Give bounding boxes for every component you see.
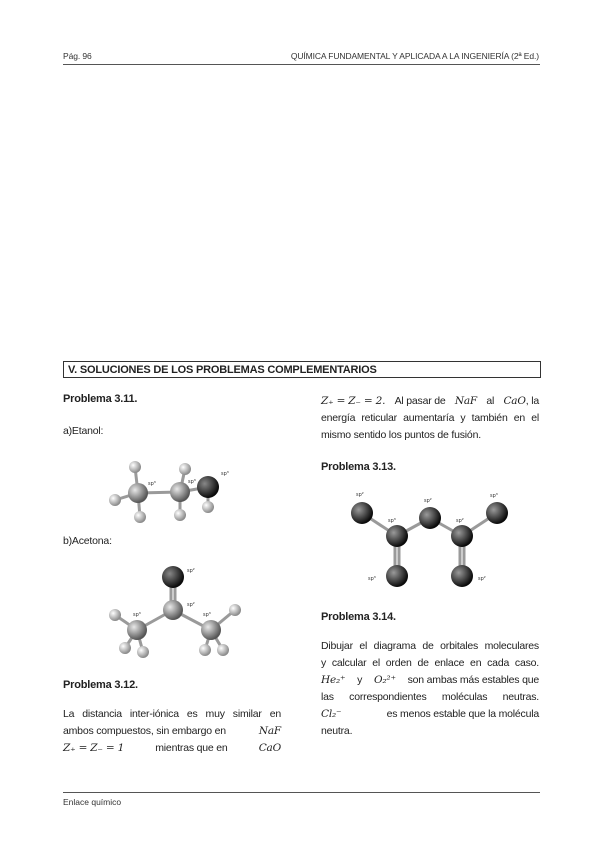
p313-atom	[451, 525, 473, 547]
text-span	[503, 393, 539, 410]
text-span: Al pasar de	[394, 395, 446, 407]
text-line	[321, 393, 539, 410]
text-span: , la	[525, 395, 539, 407]
section-title: V. SOLUCIONES DE LOS PROBLEMAS COMPLEMENTARIOS	[68, 364, 377, 376]
p313-atom	[351, 502, 373, 524]
math-o2-2plus: O₂²⁺	[374, 674, 396, 686]
math-cl2-minus: Cl₂⁻	[321, 708, 342, 720]
text-line: neutra.	[321, 725, 353, 737]
text-span: al	[486, 395, 495, 407]
ethanol-atom-o	[197, 476, 219, 498]
p313-hybrid-label: sp²	[478, 576, 486, 582]
acetone-hybrid-label: sp²	[187, 602, 195, 608]
text-line: La distancia inter-iónica es muy similar en	[63, 708, 281, 720]
ethanol-atom-c	[170, 482, 190, 502]
text-line: Dibujar el diagrama de orbitales moleculares	[321, 640, 539, 652]
acetone-hybrid-label: sp³	[203, 612, 211, 618]
text-line	[63, 740, 281, 757]
text-line: mismo sentido los puntos de fusión.	[321, 429, 481, 441]
ethanol-molecule-figure	[100, 455, 250, 530]
text-line	[321, 672, 539, 689]
ethanol-hybrid-label: sp³	[221, 471, 229, 477]
acetone-atom-c	[163, 600, 183, 620]
math-naf: NaF	[258, 725, 281, 737]
ethanol-hybrid-label: sp³	[188, 479, 196, 485]
text-span: son ambas más estables que	[407, 674, 539, 686]
page-number: Pág. 96	[63, 51, 92, 61]
acetone-atom-h	[109, 609, 121, 621]
problem-3-11-heading: Problema 3.11.	[63, 393, 138, 405]
ethanol-atom-h	[134, 511, 146, 523]
problem-3-13-molecule-figure	[340, 488, 525, 593]
p313-hybrid-label: sp²	[424, 498, 432, 504]
p313-hybrid-label: sp²	[456, 518, 464, 524]
math-cao: CaO	[503, 395, 526, 407]
acetone-atom-o	[162, 566, 184, 588]
ethanol-atom-h	[179, 463, 191, 475]
math-cao: CaO	[258, 742, 281, 754]
p313-atom	[386, 565, 408, 587]
text-line: energía reticular aumentaría y también en el	[321, 412, 539, 424]
p313-hybrid-label: sp³	[490, 493, 498, 499]
acetone-hybrid-label: sp²	[187, 568, 195, 574]
ethanol-atom-h	[109, 494, 121, 506]
acetone-atom-c	[201, 620, 221, 640]
problem-3-14-text	[321, 638, 539, 740]
acetona-label: b)Acetona:	[63, 535, 112, 547]
p313-hybrid-label: sp²	[356, 492, 364, 498]
text-line: y calcular el orden de enlace en cada caso.	[321, 657, 539, 669]
etanol-label: a)Etanol:	[63, 425, 104, 437]
text-line	[321, 706, 539, 723]
text-span	[321, 393, 385, 410]
acetone-atom-h	[119, 642, 131, 654]
acetone-atom-h	[137, 646, 149, 658]
problem-3-12-text	[63, 706, 281, 757]
math-z-equals-1: Z₊ = Z₋ = 1	[63, 742, 125, 754]
text-span: mientras que en	[155, 742, 228, 754]
p313-atom	[386, 525, 408, 547]
math-naf: NaF	[454, 395, 477, 407]
ethanol-atom-c	[128, 483, 148, 503]
p313-hybrid-label: sp³	[368, 576, 376, 582]
acetone-hybrid-label: sp³	[133, 612, 141, 618]
running-title: QUÍMICA FUNDAMENTAL Y APLICADA A LA INGENIERÍA (2ª Ed.)	[290, 51, 539, 61]
text-line: las correspondientes moléculas neutras.	[321, 691, 539, 703]
acetone-atom-h	[217, 644, 229, 656]
acetone-atom-c	[127, 620, 147, 640]
problem-3-12-heading: Problema 3.12.	[63, 679, 138, 691]
problem-3-13-heading: Problema 3.13.	[321, 461, 396, 473]
math-he2-plus: He₂⁺	[321, 674, 346, 686]
acetone-atom-h	[199, 644, 211, 656]
text-span: ambos compuestos, sin embargo en	[63, 725, 226, 737]
problem-3-14-heading: Problema 3.14.	[321, 611, 396, 623]
ethanol-atom-h	[129, 461, 141, 473]
text-span: y	[357, 674, 363, 686]
p313-hybrid-label: sp³	[388, 518, 396, 524]
p313-atom	[486, 502, 508, 524]
acetone-atom-h	[229, 604, 241, 616]
text-span: es menos estable que la molécula	[386, 708, 539, 720]
text-line	[63, 723, 281, 740]
p313-atom	[419, 507, 441, 529]
problem-3-12-continuation	[321, 393, 539, 444]
footer-chapter: Enlace químico	[63, 797, 122, 807]
header-rule	[63, 64, 540, 65]
ethanol-atom-h	[202, 501, 214, 513]
math-z-equals-2: Z₊ = Z₋ = 2.	[321, 395, 386, 407]
footer-rule	[63, 792, 540, 793]
ethanol-atom-h	[174, 509, 186, 521]
p313-atom	[451, 565, 473, 587]
section-title-box	[63, 361, 541, 378]
acetone-molecule-figure	[95, 560, 255, 660]
ethanol-hybrid-label: sp³	[148, 481, 156, 487]
